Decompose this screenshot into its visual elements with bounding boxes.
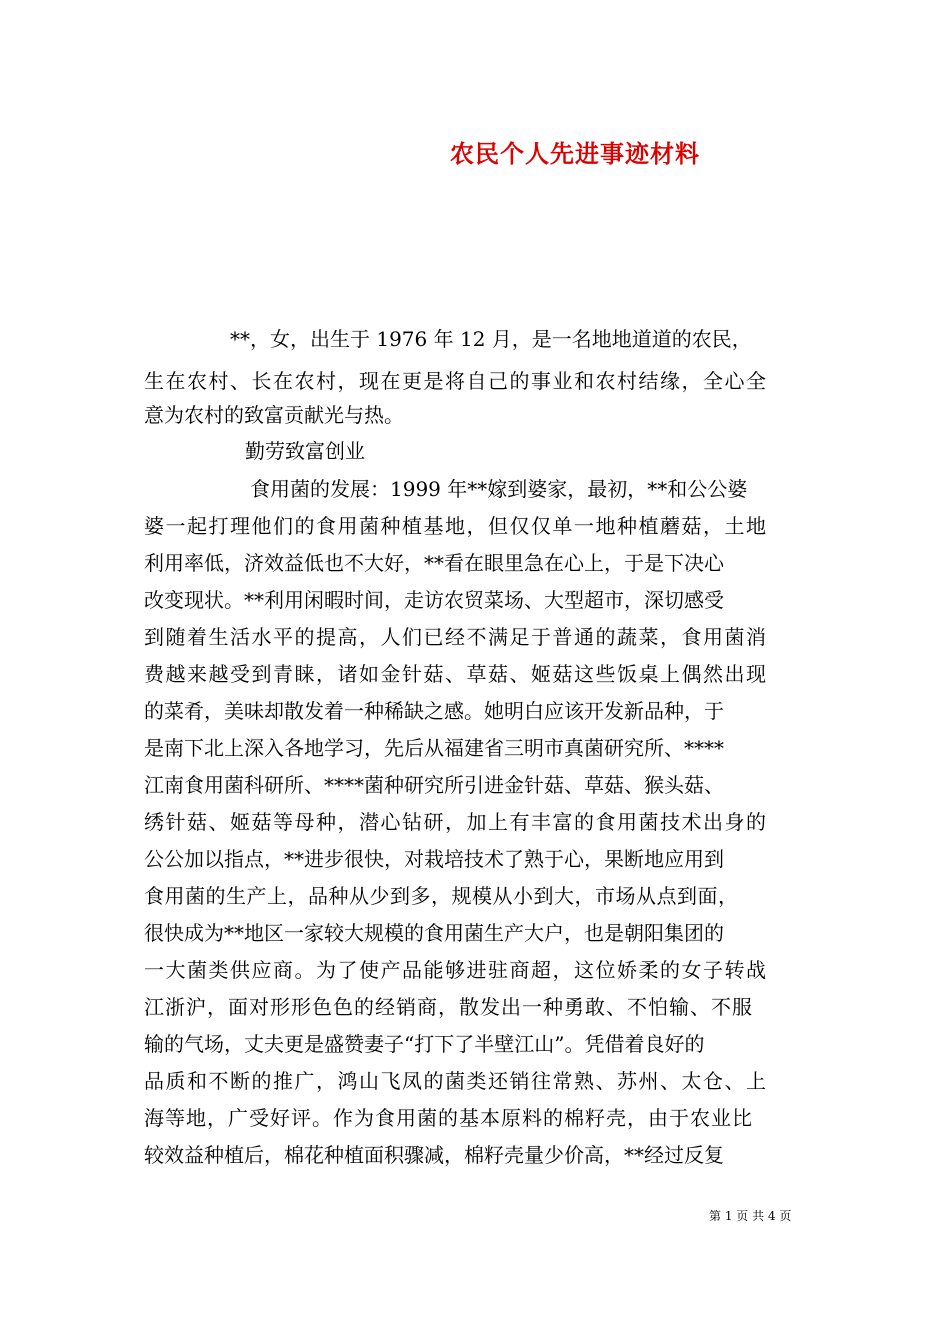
document-title: 农民个人先进事迹材料 xyxy=(450,139,700,168)
body-line-5: 食用菌的发展：1999 年**嫁到婆家，最初，**和公公婆 xyxy=(250,477,748,501)
body-line-2: 生在农村、长在农村，现在更是将自己的事业和农村结缘，全心全 xyxy=(144,369,768,393)
body-line-17: 很快成为**地区一家较大规模的食用菌生产大户，也是朝阳集团的 xyxy=(144,921,724,945)
body-line-16: 食用菌的生产上，品种从少到多，规模从小到大，市场从点到面， xyxy=(144,884,739,908)
body-line-13: 江南食用菌科研所、****菌种研究所引进金针菇、草菇、猴头菇、 xyxy=(144,773,724,797)
body-line-19: 江浙沪，面对形形色色的经销商，散发出一种勇敢、不怕输、不服 xyxy=(144,995,753,1019)
body-line-6: 婆一起打理他们的食用菌种植基地，但仅仅单一地种植蘑菇，土地 xyxy=(144,514,768,538)
body-line-14: 绣针菇、姬菇等母种，潜心钻研，加上有丰富的食用菌技术出身的 xyxy=(144,810,768,834)
body-line-20: 输的气场，丈夫更是盛赞妻子“打下了半壁江山”。凭借着良好的 xyxy=(144,1032,705,1056)
section-heading: 勤劳致富创业 xyxy=(245,439,365,463)
body-line-11: 的菜肴，美味却散发着一种稀缺之感。她明白应该开发新品种，于 xyxy=(144,699,724,723)
body-line-21: 品质和不断的推广，鸿山飞凤的菌类还销往常熟、苏州、太仓、上 xyxy=(144,1069,768,1093)
body-line-9: 到随着生活水平的提高，人们已经不满足于普通的蔬菜，食用菌消 xyxy=(144,625,768,649)
body-line-1: **，女，出生于 1976 年 12 月，是一名地地道道的农民， xyxy=(230,327,752,351)
body-line-10: 费越来越受到青睐，诸如金针菇、草菇、姬菇这些饭桌上偶然出现 xyxy=(144,662,768,686)
body-line-3: 意为农村的致富贡献光与热。 xyxy=(144,403,404,427)
body-line-12: 是南下北上深入各地学习，先后从福建省三明市真菌研究所、**** xyxy=(144,736,724,760)
body-line-15: 公公加以指点，**进步很快，对栽培技术了熟于心，果断地应用到 xyxy=(144,847,724,871)
page-number: 第 1 页 共 4 页 xyxy=(709,1209,792,1223)
body-line-18: 一大菌类供应商。为了使产品能够进驻商超，这位娇柔的女子转战 xyxy=(144,958,768,982)
body-line-7: 利用率低，济效益低也不大好，**看在眼里急在心上，于是下决心 xyxy=(144,551,724,575)
body-line-23: 较效益种植后，棉花种植面积骤减，棉籽壳量少价高，**经过反复 xyxy=(144,1143,724,1167)
body-line-22: 海等地，广受好评。作为食用菌的基本原料的棉籽壳，由于农业比 xyxy=(144,1106,753,1130)
body-line-8: 改变现状。**利用闲暇时间，走访农贸菜场、大型超市，深切感受 xyxy=(144,588,724,612)
